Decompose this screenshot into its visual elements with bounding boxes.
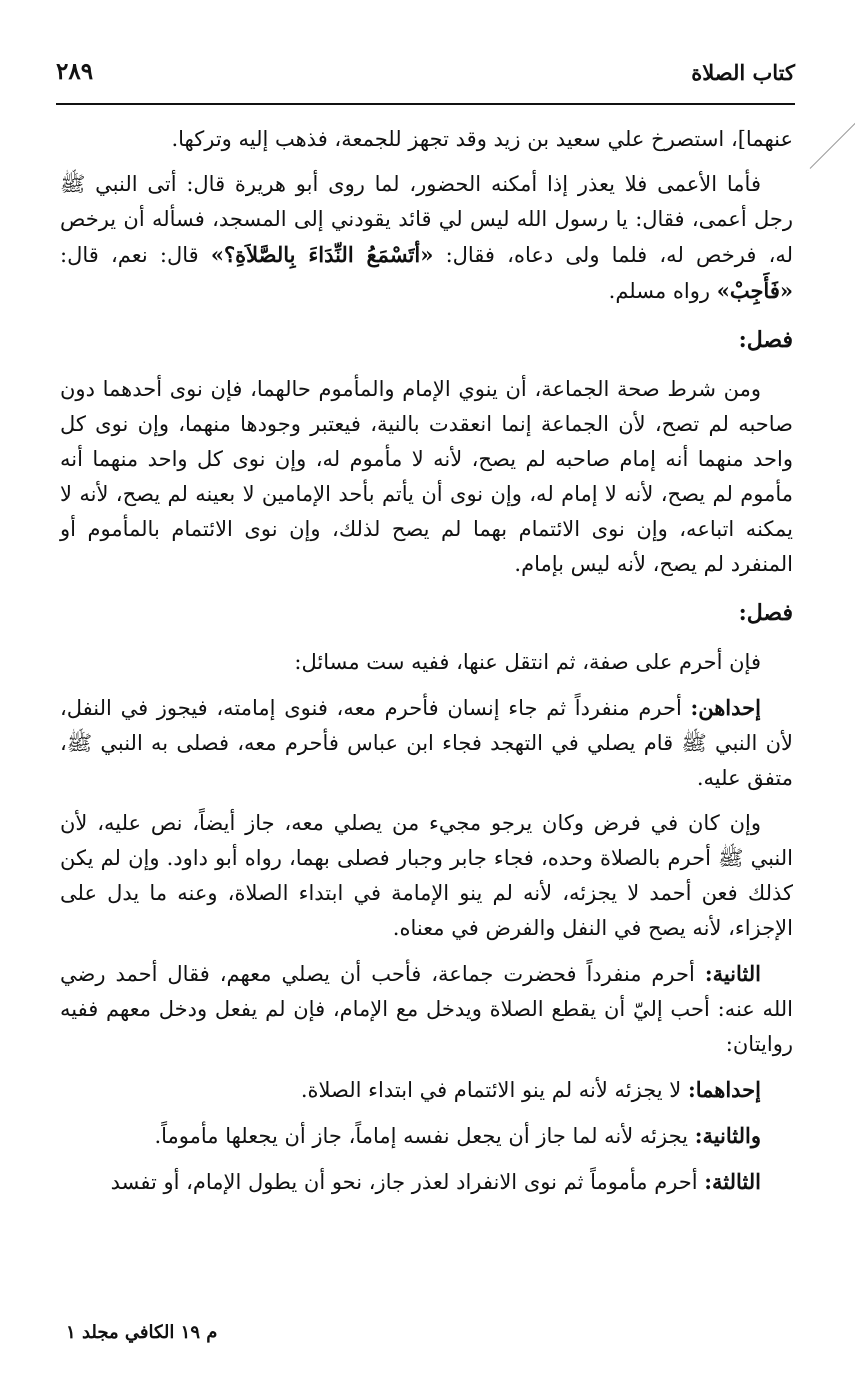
paragraph-5-lead: إحداهن: — [690, 695, 761, 720]
paragraph-10-lead: الثالثة: — [704, 1169, 761, 1194]
paragraph-2-text-b: قال: نعم، قال: — [60, 243, 211, 267]
paragraph-9-text: يجزئه لأنه لما جاز أن يجعل نفسه إماماً، جاز أن يجعلها مأموماً. — [154, 1124, 695, 1148]
header-rule — [56, 103, 795, 105]
paragraph-8 — [60, 1072, 793, 1108]
paragraph-10 — [60, 1164, 793, 1200]
paragraph-8-text: لا يجزئه لأنه لم ينو الائتمام في ابتداء الصلاة. — [300, 1078, 688, 1102]
paragraph-2-text-c: رواه مسلم. — [608, 279, 717, 303]
paragraph-10-text: أحرم مأموماً ثم نوى الانفراد لعذر جاز، نحو أن يطول الإمام، أو تفسد — [110, 1170, 705, 1194]
paragraph-9-lead: والثانية: — [694, 1123, 761, 1148]
paragraph-9 — [60, 1118, 793, 1154]
section-heading-1: فصل: — [738, 327, 793, 353]
signature-mark: م ١٩ الكافي مجلد ١ — [66, 1322, 218, 1343]
paragraph-5 — [60, 690, 793, 796]
section-heading-2: فصل: — [738, 600, 793, 626]
paragraph-7-text: أحرم منفرداً فحضرت جماعة، فأحب أن يصلي معهم، فقال أحمد رضي الله عنه: أحب إليّ أن يقطع الصلاة ويدخل مع الإمام، فإن لم يفعل ودخل معهم ففيه روايتان: — [60, 962, 793, 1056]
paragraph-3: ومن شرط صحة الجماعة، أن ينوي الإمام والمأموم حالهما، فإن نوى أحدهما دون صاحبه لم تصح، لأن الجماعة إنما انعقدت بالنية، فيعتبر وجودها منهما، وإن نوى كل واحد منهما أنه إمام صاحبه لم يصح، لأنه لا مأموم له، وإن نوى كل واحد منهما أنه مأموم لم يصح، لأنه لا إمام له، وإن نوى أن يأتم بأحد الإمامين لا بعينه لم يصح، لأنه لا يمكنه اتباعه، وإن نوى الائتمام بهما لم يصح لذلك، وإن نوى الائتمام بالمأموم أو المنفرد لم يصح، لأنه ليس بإمام. — [60, 377, 793, 576]
page-number: ٢٨٩ — [56, 58, 94, 85]
page-body — [60, 122, 793, 1210]
hadith-quote-2: «فَأَجِبْ» — [716, 278, 793, 303]
paragraph-6: وإن كان في فرض وكان يرجو مجيء من يصلي معه، جاز أيضاً، نص عليه، لأن النبي ﷺ أحرم بالصلاة وحده، فجاء جابر وجبار فصلى بهما، رواه أبو داود. وإن لم يكن كذلك فعن أحمد لا يجزئه، لأنه لم ينو الإمامة في ابتداء الصلاة، وعنه ما يدل على الإجزاء، لأنه يصح في النفل والفرض في معناه. — [60, 811, 793, 940]
paragraph-4: فإن أحرم على صفة، ثم انتقل عنها، ففيه ست مسائل: — [294, 650, 761, 674]
paragraph-1: عنهما]، استصرخ علي سعيد بن زيد وقد تجهز للجمعة، فذهب إليه وتركها. — [171, 127, 793, 151]
paragraph-5-text: أحرم منفرداً ثم جاء إنسان فأحرم معه، فنوى إمامته، فيجوز في النفل، لأن النبي ﷺ قام يصلي في التهجد فجاء ابن عباس فأحرم معه، فصلى به النبي ﷺ، متفق عليه. — [60, 696, 793, 790]
paragraph-7-lead: الثانية: — [704, 961, 761, 986]
page-header — [56, 52, 795, 96]
paragraph-2 — [60, 167, 793, 309]
page-crease-mark — [810, 119, 855, 169]
paragraph-7 — [60, 956, 793, 1062]
paragraph-2-text-a: فأما الأعمى فلا يعذر إذا أمكنه الحضور، لما روى أبو هريرة قال: أتى النبي ﷺ رجل أعمى، فقال: يا رسول الله ليس لي قائد يقودني إلى المسجد، فسأله أن يرخص له، فرخص له، فلما ولى دعاه، فقال: — [60, 172, 794, 267]
hadith-quote-1: «أتَسْمَعُ النِّدَاءَ بِالصَّلاَةِ؟» — [210, 242, 434, 267]
chapter-title: كتاب الصلاة — [691, 60, 795, 85]
paragraph-8-lead: إحداهما: — [687, 1077, 761, 1102]
